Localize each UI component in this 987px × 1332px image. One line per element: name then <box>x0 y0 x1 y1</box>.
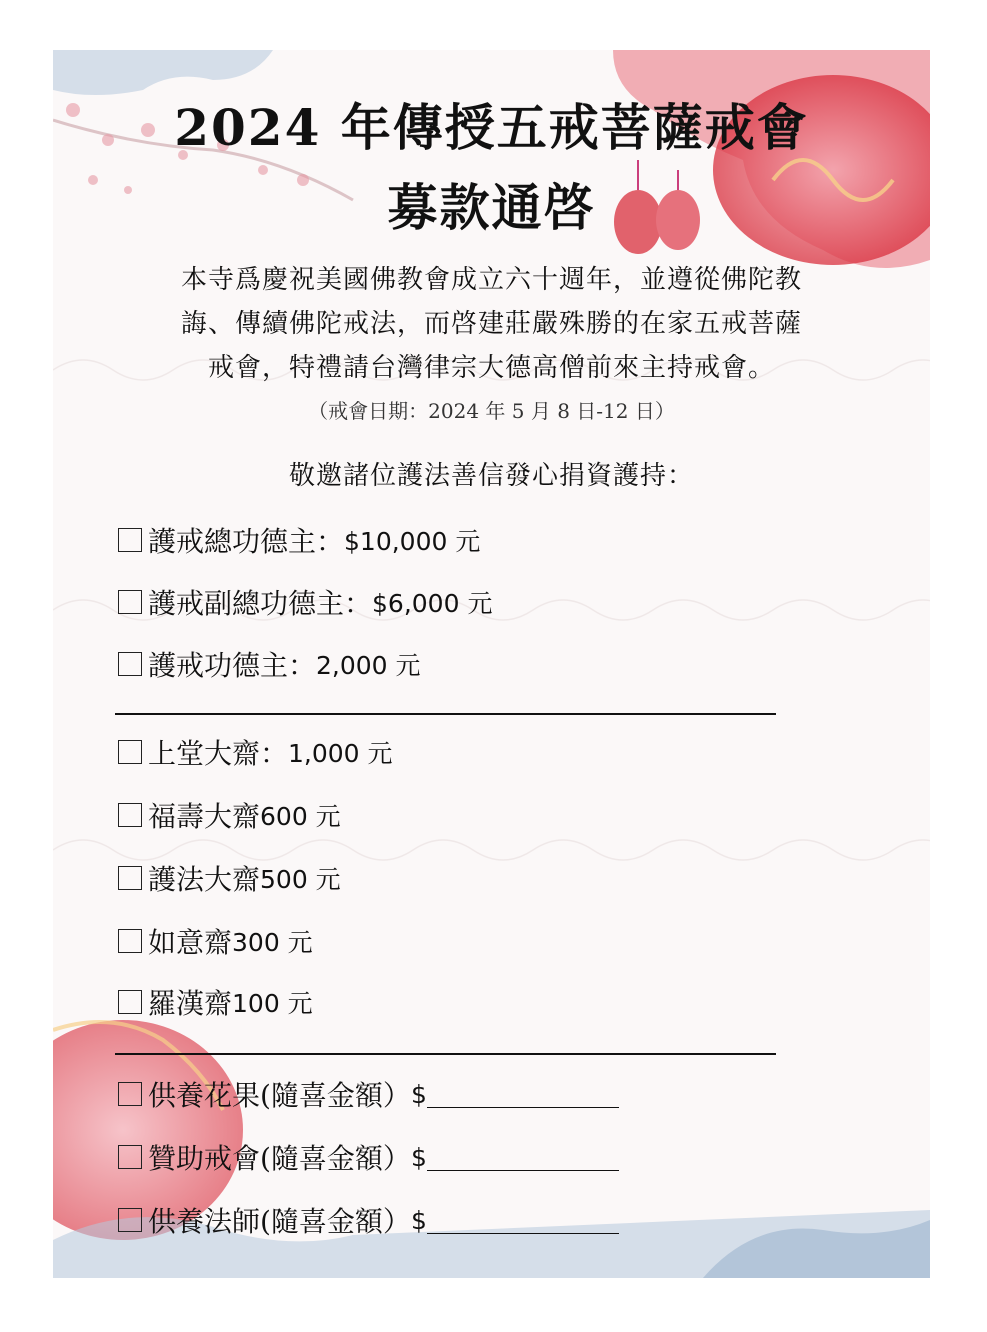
option-amount: $ <box>410 1142 427 1172</box>
option-amount: 500 元 <box>260 865 341 894</box>
intro-line: 誨、傳續佛陀戒法，而啓建莊嚴殊勝的在家五戒菩薩 <box>180 309 802 339</box>
option-label: 如意齋 <box>148 926 233 959</box>
option-label: 上堂大齋： <box>148 737 289 770</box>
option-label: 護戒總功德主： <box>148 525 345 558</box>
option-amount: 600 元 <box>260 802 341 831</box>
donation-option <box>118 1074 619 1114</box>
option-label: 福壽大齋 <box>148 800 261 833</box>
option-amount: $6,000 元 <box>372 589 493 618</box>
donation-option <box>118 644 421 684</box>
checkbox[interactable] <box>118 590 142 614</box>
option-amount: $ <box>410 1205 427 1235</box>
option-amount: 1,000 元 <box>288 739 393 768</box>
option-amount: $10,000 元 <box>344 527 481 556</box>
checkbox[interactable] <box>118 528 142 552</box>
donation-option <box>118 582 492 622</box>
donation-option <box>118 982 313 1022</box>
checkbox[interactable] <box>118 929 142 953</box>
checkbox[interactable] <box>118 1208 142 1232</box>
donation-option <box>118 520 480 560</box>
checkbox[interactable] <box>118 803 142 827</box>
option-label: 羅漢齋 <box>148 987 233 1020</box>
option-label: 護戒副總功德主： <box>148 587 373 620</box>
amount-blank-line[interactable] <box>427 1081 619 1108</box>
checkbox[interactable] <box>118 1145 142 1169</box>
donation-option <box>118 921 313 961</box>
option-amount: 300 元 <box>232 928 313 957</box>
checkbox[interactable] <box>118 1082 142 1106</box>
donation-option <box>118 858 341 898</box>
page-subtitle: 募款通啓 <box>387 178 596 237</box>
option-amount: $ <box>410 1079 427 1109</box>
donation-option <box>118 795 341 835</box>
flyer-sheet <box>53 50 930 1278</box>
section-divider <box>115 713 776 715</box>
intro-line: 本寺爲慶祝美國佛教會成立六十週年，並遵從佛陀教 <box>180 265 802 295</box>
donation-option <box>118 1200 619 1240</box>
checkbox[interactable] <box>118 652 142 676</box>
page-title: 2024 年傳授五戒菩薩戒會 <box>174 98 809 157</box>
donation-option <box>118 732 393 772</box>
invitation-text: 敬邀諸位護法善信發心捐資護持： <box>288 461 694 491</box>
intro-line: 戒會，特禮請台灣律宗大德高僧前來主持戒會。 <box>207 353 775 383</box>
option-label: 供養法師(隨喜金額） <box>148 1205 411 1238</box>
option-label: 護戒功德主： <box>148 649 317 682</box>
section-divider <box>115 1053 776 1055</box>
option-label: 供養花果(隨喜金額） <box>148 1079 411 1112</box>
donation-option <box>118 1137 619 1177</box>
amount-blank-line[interactable] <box>427 1144 619 1171</box>
option-amount: 100 元 <box>232 989 313 1018</box>
option-amount: 2,000 元 <box>316 651 421 680</box>
option-label: 護法大齋 <box>148 863 261 896</box>
checkbox[interactable] <box>118 740 142 764</box>
checkbox[interactable] <box>118 866 142 890</box>
checkbox[interactable] <box>118 990 142 1014</box>
event-dates: （戒會日期：2024 年 5 月 8 日-12 日） <box>308 399 675 423</box>
option-label: 贊助戒會(隨喜金額） <box>148 1142 411 1175</box>
amount-blank-line[interactable] <box>427 1207 619 1234</box>
intro-paragraph <box>113 258 870 390</box>
